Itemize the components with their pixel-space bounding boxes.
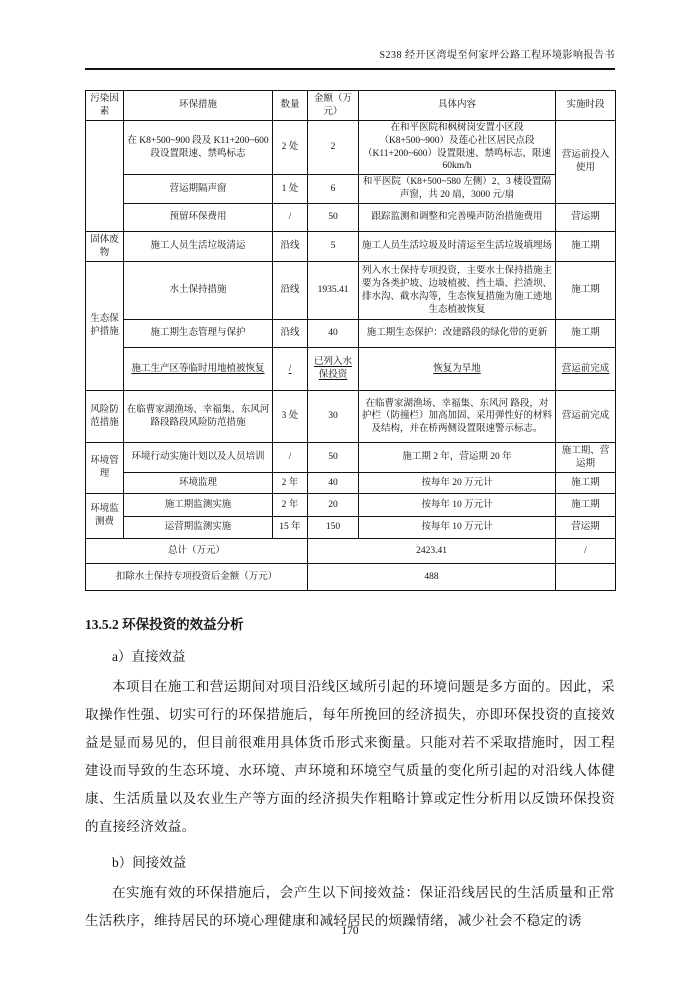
td-measure: 营运期隔声窗 <box>124 175 273 204</box>
td-total-period: / <box>556 539 616 564</box>
table-row <box>86 443 616 473</box>
td-amount: 50 <box>308 204 359 232</box>
subsection-b-label: b）间接效益 <box>112 855 187 871</box>
table-row <box>86 175 616 204</box>
td-deduct-label: 扣除水土保持专项投资后金额（万元） <box>86 564 308 591</box>
running-header <box>85 0 615 70</box>
td-factor: 环境监测费 <box>86 494 124 539</box>
td-measure: 施工期监测实施 <box>124 494 273 517</box>
td-amount: 6 <box>308 175 359 204</box>
td-period: 施工期 <box>556 232 616 262</box>
td-measure: 施工生产区等临时用地植被恢复 <box>124 348 273 391</box>
report-title: S238 经开区湾堤至何家坪公路工程环境影响报告书 <box>379 50 615 61</box>
td-period: 施工期 <box>556 494 616 517</box>
td-qty: 沿线 <box>273 320 308 348</box>
td-measure: 预留环保费用 <box>124 204 273 232</box>
td-qty: 15 年 <box>273 517 308 539</box>
table-row <box>86 121 616 175</box>
col-header-period: 实施时段 <box>556 91 616 121</box>
td-period: 营运前完成 <box>556 391 616 443</box>
table-total-row <box>86 539 616 564</box>
td-period: 营运前投入使用 <box>556 121 616 204</box>
td-detail: 施工人员生活垃圾及时清运至生活垃圾填埋场 <box>359 232 556 262</box>
paragraph-indirect-benefit: 在实施有效的环保措施后，会产生以下间接效益：保证沿线居民的生活质量和正常生活秩序，维持居民的环境心理健康和减轻居民的烦躁情绪，减少社会不稳定的诱 <box>85 885 615 929</box>
td-amount: 1935.41 <box>308 262 359 320</box>
td-factor: 固体废物 <box>86 232 124 262</box>
paragraph-direct-benefit: 本项目在施工和营运期间对项目沿线区域所引起的环境问题是多方面的。因此，采取操作性强、切实可行的环保措施后，每年所挽回的经济损失，亦即环保投资的直接效益是显而易见的，但目前很难用具体货币形式来衡量。只能对若不采取措施时，因工程建设而导致的生态环境、水环境、声环境和环境空气质量的变化所引起的对沿线人体健康、生活质量以及农业生产等方面的经济损失作粗略计算或定性分析用以反馈环保投资的直接经济效益。 <box>85 679 615 835</box>
table-row <box>86 517 616 539</box>
td-detail: 施工期 2 年，营运期 20 年 <box>359 443 556 473</box>
td-factor <box>86 121 124 232</box>
td-amount: 20 <box>308 494 359 517</box>
td-total-value: 2423.41 <box>308 539 556 564</box>
td-period: 施工期 <box>556 473 616 494</box>
col-header-amount: 金额（万元） <box>308 91 359 121</box>
td-factor: 风险防范措施 <box>86 391 124 443</box>
page-content <box>85 0 615 935</box>
td-amount: 5 <box>308 232 359 262</box>
td-factor: 生态保护措施 <box>86 262 124 391</box>
td-qty: / <box>273 348 308 391</box>
td-detail: 按每年 20 万元计 <box>359 473 556 494</box>
td-measure: 环境行动实施计划以及人员培训 <box>124 443 273 473</box>
td-period: 施工期、营运期 <box>556 443 616 473</box>
td-deduct-value: 488 <box>308 564 556 591</box>
td-detail: 在和平医院和枫树岗安置小区段（K8+500~900）及莲心社区居民点段（K11+200~600）设置限速、禁鸣标志，限速 60km/h <box>359 121 556 175</box>
td-period: 施工期 <box>556 262 616 320</box>
td-qty: 沿线 <box>273 232 308 262</box>
td-detail: 施工期生态保护：改建路段的绿化带的更新 <box>359 320 556 348</box>
table-row <box>86 473 616 494</box>
table-row <box>86 391 616 443</box>
td-qty: 2 年 <box>273 473 308 494</box>
td-amount: 50 <box>308 443 359 473</box>
table-row-underlined <box>86 348 616 391</box>
td-period: 营运期 <box>556 517 616 539</box>
td-factor: 环境管理 <box>86 443 124 494</box>
td-amount: 已列入水保投资 <box>308 348 359 391</box>
td-measure: 在 K8+500~900 段及 K11+200~600 段设置限速、禁鸣标志 <box>124 121 273 175</box>
td-detail: 和平医院（K8+500~580 左侧）2、3 楼设置隔声窗，共 20 扇，3000 元/扇 <box>359 175 556 204</box>
ep-investment-table <box>85 90 616 591</box>
td-detail: 按每年 10 万元计 <box>359 494 556 517</box>
td-amount: 40 <box>308 320 359 348</box>
td-measure: 施工人员生活垃圾清运 <box>124 232 273 262</box>
td-qty: / <box>273 204 308 232</box>
td-qty: 1 处 <box>273 175 308 204</box>
table-row <box>86 232 616 262</box>
td-measure: 运营期监测实施 <box>124 517 273 539</box>
td-qty: / <box>273 443 308 473</box>
td-detail: 按每年 10 万元计 <box>359 517 556 539</box>
td-measure: 水土保持措施 <box>124 262 273 320</box>
td-detail: 跟踪监测和调整和完善噪声防治措施费用 <box>359 204 556 232</box>
td-period: 营运前完成 <box>556 348 616 391</box>
td-qty: 2 处 <box>273 121 308 175</box>
td-amount: 150 <box>308 517 359 539</box>
td-deduct-period <box>556 564 616 591</box>
col-header-measure: 环保措施 <box>124 91 273 121</box>
td-period: 施工期 <box>556 320 616 348</box>
table-row <box>86 494 616 517</box>
td-amount: 30 <box>308 391 359 443</box>
td-detail: 列入水土保持专项投资，主要水土保持措施主要为各类护坡、边坡植被、挡土墙、拦渣坝、排水沟、截水沟等，生态恢复措施为施工迹地生态植被恢复 <box>359 262 556 320</box>
td-period: 营运期 <box>556 204 616 232</box>
col-header-detail: 具体内容 <box>359 91 556 121</box>
td-detail: 恢复为旱地 <box>359 348 556 391</box>
td-amount: 40 <box>308 473 359 494</box>
subsection-a-label: a）直接效益 <box>112 649 186 665</box>
td-qty: 沿线 <box>273 262 308 320</box>
td-measure: 环境监理 <box>124 473 273 494</box>
table-row <box>86 204 616 232</box>
td-total-label: 总计（万元） <box>86 539 308 564</box>
td-qty: 2 年 <box>273 494 308 517</box>
section-heading: 13.5.2 环保投资的效益分析 <box>85 617 244 633</box>
table-row <box>86 262 616 320</box>
td-measure: 施工期生态管理与保护 <box>124 320 273 348</box>
table-row <box>86 320 616 348</box>
td-qty: 3 处 <box>273 391 308 443</box>
col-header-qty: 数量 <box>273 91 308 121</box>
td-detail: 在临曹家湖渔场、幸福集、东风河 路段，对护栏（防撞栏）加高加固、采用弹性好的材料及结构，并在桥两侧设置限速警示标志。 <box>359 391 556 443</box>
td-measure: 在临曹家湖渔场、幸福集、东风河路段路段风险防范措施 <box>124 391 273 443</box>
col-header-factor: 污染因素 <box>86 91 124 121</box>
td-amount: 2 <box>308 121 359 175</box>
table-deduct-row <box>86 564 616 591</box>
table-header-row <box>86 91 616 121</box>
page-number: 170 <box>341 925 359 937</box>
